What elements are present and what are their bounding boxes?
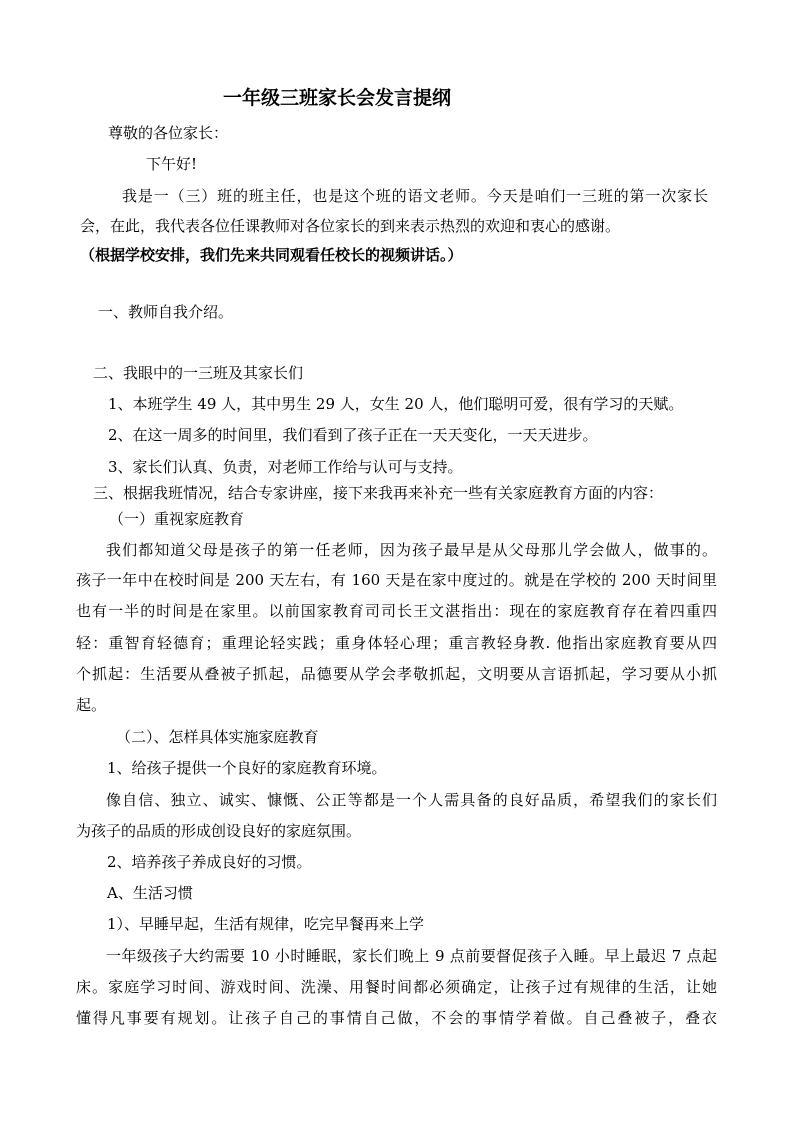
- part-2-item-1: 1、给孩子提供一个良好的家庭教育环境。: [107, 759, 387, 777]
- section-1-heading: 一、教师自我介绍。: [98, 303, 234, 321]
- part-2-paragraph-1-line-2: 为孩子的品质的形成创设良好的家庭氛围。: [76, 822, 362, 840]
- section-2-heading: 二、我眼中的一三班及其家长们: [93, 364, 304, 382]
- part-2-paragraph-1-line-1: 像自信、独立、诚实、慷慨、公正等都是一个人需具备的良好品质，希望我们的家长们: [106, 791, 717, 809]
- intro-line-2: 会，在此，我代表各位任课教师对各位家长的到来表示热烈的欢迎和衷心的感谢。: [80, 217, 621, 235]
- greeting: 尊敬的各位家长：: [108, 124, 229, 142]
- part-1-line-2: 孩子一年中在校时间是 200 天左右，有 160 天是在家中度过的。就是在学校的 200 天时间里: [76, 571, 717, 589]
- part-2-paragraph-2-line-2: 床。家庭学习时间、游戏时间、洗澡、用餐时间都必须确定，让孩子过有规律的生活，让她: [76, 978, 717, 996]
- habit-a-heading: A、生活习惯: [107, 884, 193, 902]
- section-3-heading: 三、根据我班情况，结合专家讲座，接下来我再来补充一些有关家庭教育方面的内容：: [93, 484, 664, 502]
- part-2-item-2: 2、培养孩子养成良好的习惯。: [107, 853, 312, 871]
- part-1-line-1: 我们都知道父母是孩子的第一任老师，因为孩子最早是从父母那儿学会做人，做事的。: [106, 541, 717, 559]
- habit-1-heading: 1）、早睡早起，生活有规律，吃完早餐再来上学: [107, 915, 425, 933]
- section-2-item-2: 2、在这一周多的时间里，我们看到了孩子正在一天天变化，一天天进步。: [108, 426, 598, 444]
- part-1-line-4: 轻：重智育轻德育；重理论轻实践；重身体轻心理；重言教轻身教. 他指出家庭教育要从四: [76, 634, 717, 652]
- intro-line-1: 我是一（三）班的班主任，也是这个班的语文老师。今天是咱们一三班的第一次家长: [122, 187, 708, 205]
- section-2-item-1: 1、本班学生 49 人，其中男生 29 人，女生 20 人，他们聪明可爱，很有学习的天赋。: [108, 395, 684, 413]
- part-2-paragraph-2-line-3: 懂得凡事要有规划。让孩子自己的事情自己做，不会的事情学着做。自己叠被子，叠衣: [76, 1009, 717, 1027]
- section-2-item-3: 3、家长们认真、负责，对老师工作给与认可与支持。: [108, 458, 463, 476]
- part-1-line-3: 也有一半的时间是在家里。以前国家教育司司长王文湛指出：现在的家庭教育存在着四重四: [76, 602, 717, 620]
- part-2-heading: （二）、怎样具体实施家庭教育: [116, 728, 319, 746]
- part-1-heading: （一）重视家庭教育: [109, 510, 245, 528]
- video-note: （根据学校安排，我们先来共同观看任校长的视频讲话。）: [80, 246, 463, 264]
- document-title: 一年级三班家长会发言提纲: [223, 87, 452, 109]
- part-2-paragraph-2-line-1: 一年级孩子大约需要 10 小时睡眠，家长们晚上 9 点前要督促孩子入睡。早上最迟 7 点起: [106, 947, 717, 965]
- salutation: 下午好!: [146, 155, 198, 173]
- part-1-line-5: 个抓起：生活要从叠被子抓起，品德要从学会孝敬抓起，文明要从言语抓起，学习要从小抓: [76, 665, 717, 683]
- part-1-line-6: 起。: [76, 696, 107, 714]
